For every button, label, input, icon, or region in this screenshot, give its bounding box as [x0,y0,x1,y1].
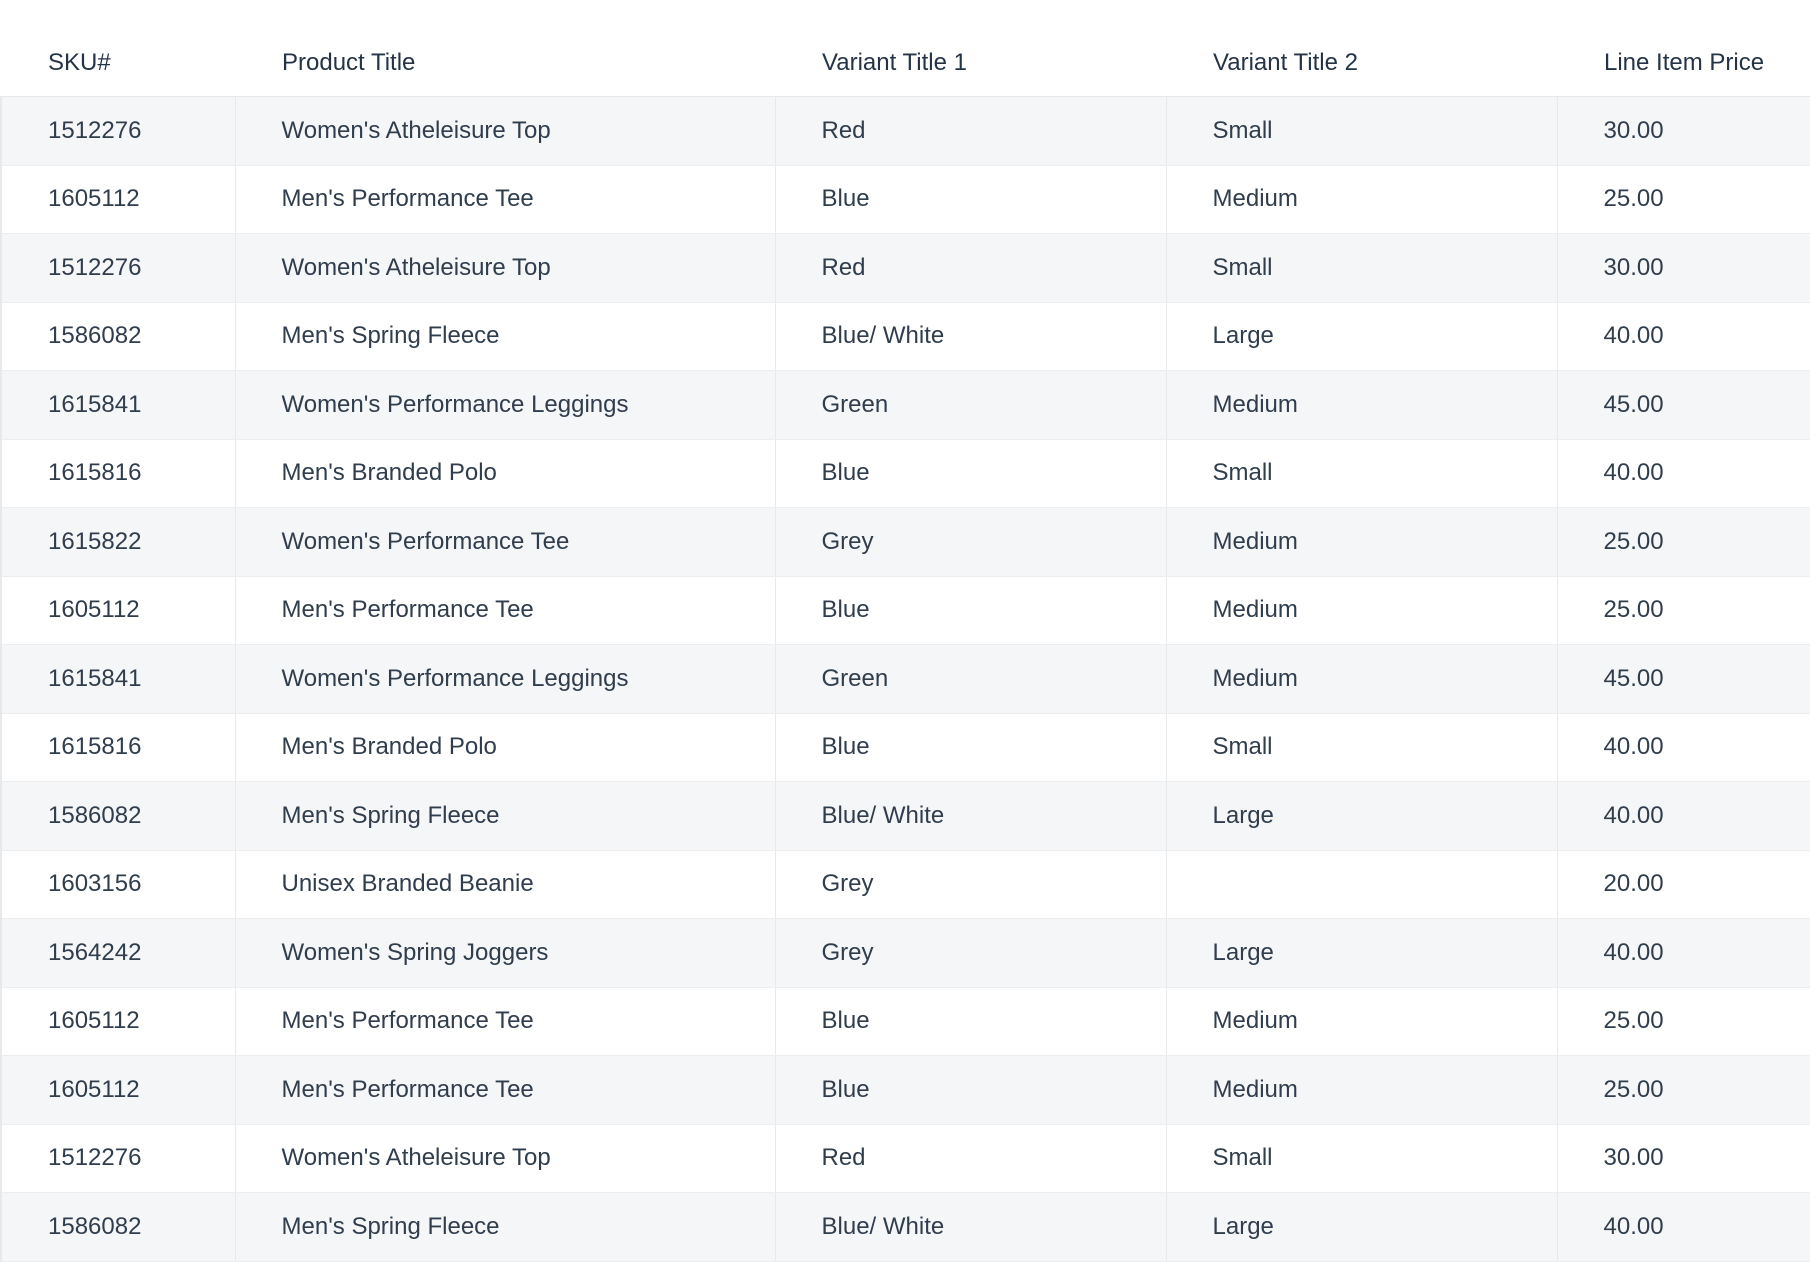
line-item-price-cell: 40.00 [1557,439,1810,508]
product-title-cell: Unisex Branded Beanie [235,850,775,919]
variant-title-2-cell [1166,850,1557,919]
line-item-price-cell: 45.00 [1557,371,1810,440]
variant-title-1-cell: Blue/ White [775,782,1166,851]
line-item-price-cell: 30.00 [1557,97,1810,166]
sku-cell: 1615816 [1,439,235,508]
line-item-price-cell: 40.00 [1557,713,1810,782]
variant-title-1-cell: Grey [775,508,1166,577]
table-row[interactable] [1,371,1810,440]
line-items-table [0,30,1810,1262]
column-header-product-title[interactable]: Product Title [235,30,775,97]
table-row[interactable] [1,234,1810,303]
product-title-cell: Men's Performance Tee [235,1056,775,1125]
variant-title-2-cell: Small [1166,439,1557,508]
line-item-price-cell: 40.00 [1557,919,1810,988]
variant-title-1-cell: Blue [775,1056,1166,1125]
sku-cell: 1603156 [1,850,235,919]
sku-cell: 1615841 [1,645,235,714]
variant-title-1-cell: Green [775,371,1166,440]
variant-title-2-cell: Medium [1166,165,1557,234]
variant-title-1-cell: Blue/ White [775,1193,1166,1262]
sku-cell: 1564242 [1,919,235,988]
product-title-cell: Women's Atheleisure Top [235,1124,775,1193]
line-item-price-cell: 30.00 [1557,1124,1810,1193]
variant-title-2-cell: Large [1166,919,1557,988]
variant-title-1-cell: Red [775,234,1166,303]
variant-title-1-cell: Blue [775,165,1166,234]
variant-title-2-cell: Medium [1166,1056,1557,1125]
sku-cell: 1605112 [1,165,235,234]
variant-title-1-cell: Grey [775,919,1166,988]
sku-cell: 1615822 [1,508,235,577]
table-row[interactable] [1,302,1810,371]
sku-cell: 1615841 [1,371,235,440]
sku-cell: 1512276 [1,1124,235,1193]
variant-title-2-cell: Medium [1166,987,1557,1056]
sku-cell: 1605112 [1,576,235,645]
variant-title-2-cell: Medium [1166,576,1557,645]
column-header-variant-title-2[interactable]: Variant Title 2 [1166,30,1557,97]
line-item-price-cell: 25.00 [1557,508,1810,577]
column-header-line-item-price[interactable]: Line Item Price [1557,30,1810,97]
product-title-cell: Men's Branded Polo [235,713,775,782]
line-item-price-cell: 25.00 [1557,1056,1810,1125]
product-title-cell: Women's Atheleisure Top [235,97,775,166]
variant-title-2-cell: Medium [1166,508,1557,577]
table-header-row [1,30,1810,97]
variant-title-1-cell: Green [775,645,1166,714]
table-row[interactable] [1,987,1810,1056]
line-item-price-cell: 25.00 [1557,165,1810,234]
product-title-cell: Men's Performance Tee [235,165,775,234]
variant-title-2-cell: Small [1166,1124,1557,1193]
table-row[interactable] [1,165,1810,234]
product-title-cell: Women's Performance Leggings [235,371,775,440]
product-title-cell: Women's Spring Joggers [235,919,775,988]
product-title-cell: Men's Performance Tee [235,987,775,1056]
product-title-cell: Men's Performance Tee [235,576,775,645]
table-row[interactable] [1,1056,1810,1125]
table-row[interactable] [1,782,1810,851]
variant-title-1-cell: Red [775,97,1166,166]
table-row[interactable] [1,645,1810,714]
table-row[interactable] [1,919,1810,988]
product-title-cell: Women's Atheleisure Top [235,234,775,303]
sku-cell: 1605112 [1,1056,235,1125]
variant-title-1-cell: Grey [775,850,1166,919]
table-row[interactable] [1,850,1810,919]
sku-cell: 1586082 [1,302,235,371]
product-title-cell: Women's Performance Leggings [235,645,775,714]
product-title-cell: Men's Branded Polo [235,439,775,508]
variant-title-1-cell: Blue [775,576,1166,645]
variant-title-1-cell: Blue [775,987,1166,1056]
line-item-price-cell: 25.00 [1557,987,1810,1056]
variant-title-1-cell: Red [775,1124,1166,1193]
product-title-cell: Men's Spring Fleece [235,782,775,851]
table-body [1,97,1810,1262]
variant-title-1-cell: Blue/ White [775,302,1166,371]
table-row[interactable] [1,576,1810,645]
variant-title-2-cell: Medium [1166,645,1557,714]
variant-title-1-cell: Blue [775,439,1166,508]
variant-title-2-cell: Large [1166,302,1557,371]
product-title-cell: Men's Spring Fleece [235,302,775,371]
table-row[interactable] [1,97,1810,166]
sku-cell: 1512276 [1,234,235,303]
line-items-table-container [0,30,1810,1262]
variant-title-2-cell: Large [1166,782,1557,851]
variant-title-2-cell: Small [1166,713,1557,782]
table-row[interactable] [1,439,1810,508]
sku-cell: 1615816 [1,713,235,782]
table-row[interactable] [1,1124,1810,1193]
product-title-cell: Women's Performance Tee [235,508,775,577]
variant-title-2-cell: Medium [1166,371,1557,440]
column-header-sku[interactable]: SKU# [1,30,235,97]
line-item-price-cell: 25.00 [1557,576,1810,645]
line-item-price-cell: 30.00 [1557,234,1810,303]
variant-title-2-cell: Small [1166,97,1557,166]
variant-title-1-cell: Blue [775,713,1166,782]
line-item-price-cell: 40.00 [1557,1193,1810,1262]
line-item-price-cell: 45.00 [1557,645,1810,714]
product-title-cell: Men's Spring Fleece [235,1193,775,1262]
line-item-price-cell: 40.00 [1557,302,1810,371]
sku-cell: 1512276 [1,97,235,166]
table-row[interactable] [1,508,1810,577]
table-row[interactable] [1,1193,1810,1262]
sku-cell: 1586082 [1,782,235,851]
table-row[interactable] [1,713,1810,782]
sku-cell: 1586082 [1,1193,235,1262]
line-item-price-cell: 20.00 [1557,850,1810,919]
line-item-price-cell: 40.00 [1557,782,1810,851]
variant-title-2-cell: Small [1166,234,1557,303]
variant-title-2-cell: Large [1166,1193,1557,1262]
column-header-variant-title-1[interactable]: Variant Title 1 [775,30,1166,97]
sku-cell: 1605112 [1,987,235,1056]
